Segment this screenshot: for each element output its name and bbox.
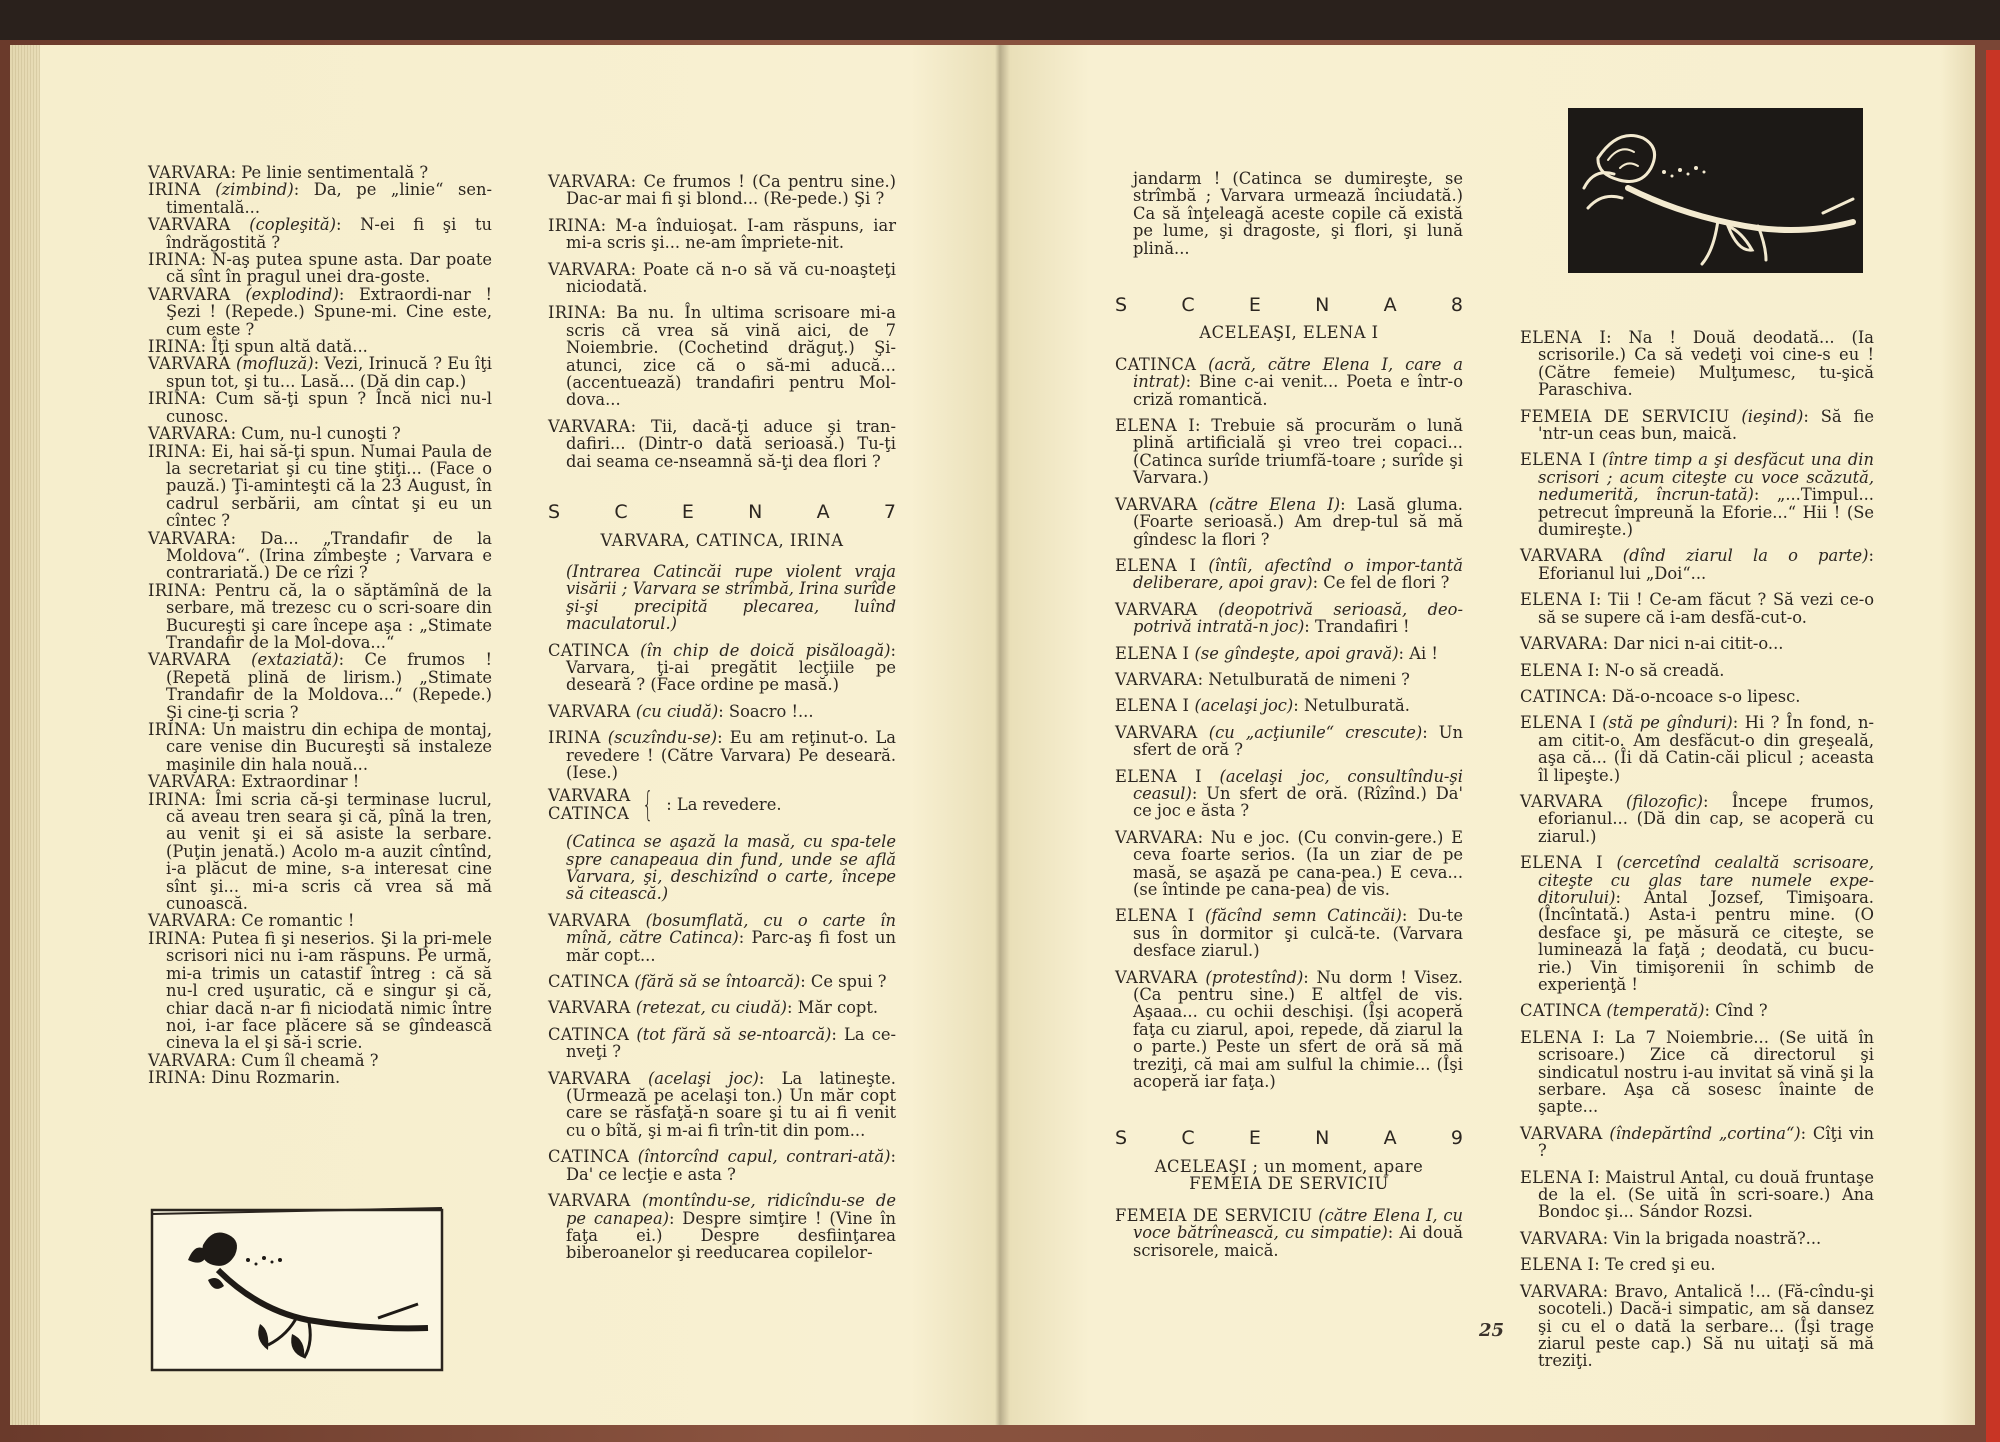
dialogue-line — [548, 1192, 896, 1262]
dialogue-text: : Trandafiri ! — [1304, 617, 1410, 637]
scene-title-letter: N — [748, 501, 763, 524]
dialogue-text: : Du-te sus în dormitor şi culcă-te. (Varvara desface ziarul.) — [1133, 906, 1463, 961]
speaker-name: ELENA I — [1520, 660, 1595, 680]
dialogue-line — [1520, 1125, 1874, 1160]
dialogue-line — [148, 721, 492, 773]
dialogue-line — [1115, 671, 1463, 688]
scene-7-cast: VARVARA, CATINCA, IRINA — [600, 530, 844, 550]
stage-direction: (cu ciudă) — [635, 701, 719, 721]
speaker-name: IRINA — [148, 720, 201, 739]
dialogue-text: : Eu am reţinut-o. La revedere ! (Către Varvara) Pe deseară. (Iese.) — [566, 728, 896, 782]
dialogue-text: : Te cred şi eu. — [1594, 1255, 1716, 1275]
dialogue-text: : Îţi spun altă dată... — [200, 337, 368, 357]
dialogue-line — [1520, 1283, 1874, 1370]
speaker-name: ELENA I — [1520, 853, 1603, 873]
stage-direction: (temperată) — [1606, 1001, 1705, 1021]
dialogue-text: : Îmi scria că-şi terminase lucrul, că aveau tren seara şi că, pînă la tren, au venit şi ei să asiste la serbare. (Puţin jenată.) Acolo m-a auzit cîntînd, i-a plăcut de mine, s-a interesat cine sînt şi... mi-a scris că vrea să mă cunoască. — [166, 789, 492, 914]
dialogue-text: : Soacro !... — [718, 701, 814, 721]
scene-9-block — [1115, 1127, 1463, 1194]
dialogue-text: : Ai două scrisorele, maică. — [1133, 1223, 1463, 1260]
speaker-name: ELENA I — [1115, 555, 1197, 575]
dialogue-line — [548, 261, 896, 296]
stage-direction: (explodind) — [245, 284, 339, 304]
dialogue-line — [548, 912, 896, 964]
speaker-name: IRINA — [548, 215, 601, 235]
dialogue-line — [148, 1052, 492, 1069]
dialogue-line — [548, 1148, 896, 1183]
dialogue-text: : Netulburată. — [1293, 696, 1410, 716]
brace-speakers — [548, 787, 631, 822]
speaker-name: ELENA I — [1520, 1255, 1595, 1275]
speaker-name: VARVARA — [148, 215, 231, 235]
dialogue-text: : Varvara, ţi-ai pregătit lecţiile pe deseară ? (Face ordine pe masă.) — [566, 640, 896, 695]
speaker-name: VARVARA — [148, 911, 231, 931]
dialogue-text: : Măr copt. — [787, 998, 879, 1018]
brace-symbol: { — [642, 784, 653, 825]
dialogue-text: : Cînd ? — [1704, 1001, 1768, 1021]
dialogue-text: : Trebuie să procurăm o lună plină artificială şi vreo trei copaci... (Catinca surîde triumfă-toare ; surîde şi Varvara.) — [1133, 416, 1463, 488]
dialogue-line — [1520, 1002, 1874, 1019]
dialogue-text: : Nu dorm ! Visez. (Ca pentru sine.) E altfel de vis. Aşaaa... cu ochii deschişi. (Îşi acoperă faţa cu ziarul, apoi, repede, dă ziarul la o parte.) Peste un sfert de oră să mă treziţi, că mai am sulful la chimie... (Îşi acoperă iar faţa.) — [1133, 967, 1463, 1092]
speaker-name: IRINA — [148, 1068, 201, 1088]
stage-direction: (către Elena I, cu voce bătrînească, cu simpatie) — [1133, 1205, 1463, 1243]
dialogue-line — [548, 642, 896, 694]
dialogue-text: : Despre simţire ! (Vine în faţa ei.) Despre desfiinţarea biberoanelor şi reeducarea copilelor- — [566, 1208, 896, 1263]
stage-direction: (acelaşi joc) — [1194, 696, 1294, 716]
speaker-name: VARVARA — [548, 172, 631, 191]
dialogue-line — [1115, 1207, 1463, 1259]
speaker-name: VARVARA — [1520, 1281, 1603, 1301]
speaker-name: FEMEIA DE SERVICIU — [1115, 1205, 1313, 1225]
speaker-name: IRINA — [148, 789, 201, 809]
stage-direction-block: (Intrarea Catincăi rupe violent vraja visării ; Varvara se strîmbă, Irina surîde şi-şi precipită plecarea, luînd maculatorul.) — [566, 561, 896, 634]
dialogue-line — [1520, 1230, 1874, 1247]
dialogue-line — [148, 1069, 492, 1086]
dialogue-text: : La revedere. — [666, 795, 782, 815]
dialogue-text: : Pe linie sentimentală ? — [230, 163, 429, 182]
stage-direction: (protestînd) — [1205, 967, 1304, 987]
stage-direction-block: (Catinca se aşază la masă, cu spa-tele spre canapeaua din fund, unde se află Varvara, şi, deschizînd o carte, începe să citească.) — [566, 832, 896, 904]
dialogue-text: : Cum să-ţi spun ? Încă nici nu-l cunosc. — [166, 389, 492, 426]
dialogue-text: : M-a înduioşat. I-am răspuns, iar mi-a scris şi... ne-am împriete-nit. — [566, 215, 896, 253]
dialogue-line — [148, 216, 492, 251]
dialogue-line — [148, 651, 492, 721]
dialogue-text: : „...Timpul... petrecut împreună la Eforie...“ Hii ! (Se dumireşte.) — [1538, 485, 1874, 540]
stage-direction: (cercetînd cealaltă scrisoare, citeşte cu glas tare numele expe-ditorului) — [1538, 853, 1874, 907]
speaker-name: VARVARA — [1520, 1123, 1603, 1143]
dialogue-text: : Dă-o-ncoace s-o lipesc. — [1601, 686, 1801, 706]
dialogue-text: : Putea fi şi neserios. Şi la pri-mele scrisori nici nu i-am răspuns. Pe urmă, mi-a trimis un catastif întreg : că să nu-l cred uşuratic, că e singur şi că, chiar dacă n-ar fi niciodată nimic între noi, i-ar face plăcere să se gîndească cineva la el şi să-i scrie. — [166, 928, 492, 1053]
dialogue-line — [148, 530, 492, 582]
stage-direction: (în chip de doică pisăloagă) — [640, 640, 891, 660]
dialogue-line — [1115, 829, 1463, 899]
speaker-name: ELENA I — [1520, 1027, 1600, 1047]
dialogue-line — [548, 1070, 896, 1140]
stage-direction: (întîi, afectînd o impor-tantă deliberare, apoi grav) — [1133, 555, 1463, 593]
stage-direction: (mofluză) — [236, 354, 314, 374]
dialogue-line — [1520, 1256, 1874, 1273]
scene-title-letter: N — [1315, 1127, 1330, 1150]
scene-title-letter: S — [1115, 294, 1128, 317]
speaker-name: VARVARA — [1520, 634, 1603, 654]
dialogue-text: : Parc-aş fi fost un măr copt... — [566, 928, 897, 965]
dialogue-text: : Da, pe „linie“ sen-timentală... — [166, 180, 492, 217]
stage-direction: (dînd ziarul la o parte) — [1622, 546, 1869, 566]
scene-title-letter: A — [816, 501, 830, 524]
dialogue-line — [148, 582, 492, 652]
stage-direction: (retezat, cu ciudă) — [635, 998, 788, 1018]
dialogue-text: : Tii, dacă-ţi aduce şi tran-dafiri... (Dintr-o dată serioasă.) Tu-ţi dai seama ce-nseamnă să-ţi dea flori ? — [566, 416, 896, 471]
speaker-name: IRINA — [148, 928, 201, 948]
dialogue-line — [148, 338, 492, 355]
scene-title-letter: C — [1181, 1127, 1195, 1150]
dialogue-line — [548, 173, 896, 208]
scene-8-cast: ACELEAŞI, ELENA I — [1199, 323, 1379, 343]
stage-direction: (acră, către Elena I, care a intrat) — [1133, 354, 1463, 392]
scene-9-cast-2: FEMEIA DE SERVICIU — [1189, 1174, 1389, 1194]
speaker-name: IRINA — [148, 389, 201, 409]
dialogue-line — [148, 443, 492, 530]
speaker-name: VARVARA — [1115, 827, 1198, 847]
dialogue-text: : Ce frumos ! (Repetă plină de lirism.) „Stimate Trandafir de la Moldova...“ (Repede.) Şi cine-ţi scria ? — [166, 650, 492, 722]
dialogue-line — [1520, 1029, 1874, 1116]
dialogue-line — [548, 999, 896, 1016]
dialogue-line — [148, 773, 492, 790]
dialogue-text: : Cum, nu-l cunoşti ? — [230, 424, 401, 444]
speaker-name: ELENA I — [1520, 590, 1596, 610]
speaker-name: ELENA I — [1520, 450, 1596, 470]
rose-woodcut-right — [1568, 108, 1863, 273]
speaker-name: VARVARA — [1115, 967, 1198, 987]
stage-direction: (către Elena I) — [1208, 494, 1341, 514]
speaker-name: ELENA I — [1115, 766, 1202, 786]
dialogue-text: : Dinu Rozmarin. — [200, 1068, 341, 1088]
dialogue-text: : Maistrul Antal, cu două fruntaşe de la el. (Se uită în scri-soare.) Ana Bondoc şi... Sándor Rozsi. — [1538, 1167, 1874, 1222]
dialogue-line — [548, 418, 896, 470]
dialogue-text: : Un sfert de oră. (Rîzînd.) Da' ce joc e ăsta ? — [1133, 783, 1463, 821]
scene-9-cast: ACELEAŞI ; un moment, apare — [1154, 1156, 1424, 1176]
speaker-name: VARVARA — [1520, 546, 1603, 566]
dialogue-line — [1520, 635, 1874, 652]
scene-title-letter: A — [1383, 1127, 1397, 1150]
dialogue-text: : N-aş putea spune asta. Dar poate că sînt în pragul unei dra-goste. — [166, 250, 492, 287]
stage-direction: (întorcînd capul, contrari-ată) — [637, 1147, 891, 1167]
scene-title-letter: S — [548, 501, 561, 524]
speaker-name: VARVARA — [548, 1191, 631, 1211]
speaker-name: IRINA — [148, 180, 201, 200]
dialogue-line — [148, 164, 492, 181]
speaker-name: IRINA — [548, 303, 601, 323]
dialogue-line — [548, 217, 896, 252]
speaker-name: ELENA I — [1520, 328, 1607, 347]
speaker-name: VARVARA — [548, 910, 631, 930]
bookmark-strip — [1986, 50, 2000, 1442]
dialogue-line — [148, 791, 492, 913]
speaker-name: VARVARA — [548, 998, 631, 1018]
dialogue-line — [1520, 547, 1874, 582]
speaker-name: ELENA I — [1520, 713, 1596, 733]
speaker-name: VARVARA — [548, 416, 631, 436]
dialogue-line — [148, 425, 492, 442]
scene-7-title — [548, 501, 896, 524]
stage-direction: (extaziată) — [251, 650, 339, 670]
dialogue-text: : Nu e joc. (Cu convin-gere.) E ceva foarte serios. (Ia un ziar de pe masă, se aşază pe cana-pea.) E ceva... (se întinde pe cana-pea) de vis. — [1133, 827, 1463, 899]
dialogue-line — [1115, 356, 1463, 408]
speaker-name: FEMEIA DE SERVICIU — [1520, 406, 1730, 426]
stage-direction: (copleşită) — [249, 215, 336, 235]
continued-text: jandarm ! (Catinca se dumireşte, se strîmbă ; Varvara urmează înciudată.) Ca să înţeleagă aceste copile că există pe lume, şi dragoste, şi flori, şi lună plină... — [1133, 169, 1463, 258]
dialogue-line — [148, 251, 492, 286]
dialogue-text: : Pentru că, la o săptămînă de la serbare, mă trezesc cu o scri-soare din Bucureşti şi care începe aşa : „Stimate Trandafir de la Mol-dova...“ — [166, 580, 492, 652]
stage-direction: (acelaşi joc, consultîndu-şi ceasul) — [1133, 766, 1463, 803]
stage-direction: (ieşind) — [1741, 406, 1804, 426]
speaker-name: ELENA I — [1115, 906, 1195, 926]
dialogue-text: : Na ! Două deodată... (Ia scrisorile.) Ca să vedeţi voi cine-s eu ! (Către femeie) Mulţumesc, tu-şică Paraschiva. — [1538, 328, 1874, 400]
speaker-name: VARVARA — [1115, 494, 1198, 514]
dialogue-line — [548, 304, 896, 408]
left-column-1 — [148, 164, 492, 1087]
dialogue-line — [548, 729, 896, 781]
dialogue-text: : Începe frumos, eforianul... (Dă din cap, se acoperă cu ziarul.) — [1538, 791, 1874, 846]
dialogue-line — [1520, 329, 1874, 399]
page-edges — [10, 45, 40, 1425]
scene-title-letter: E — [1248, 294, 1261, 317]
dialogue-text: : Poate că n-o să vă cu-noaşteţi niciodată. — [566, 259, 896, 297]
speaker-name: CATINCA — [1115, 354, 1197, 374]
dialogue-text: : Un maistru din echipa de montaj, care venise din Bucureşti să instaleze maşinile din hala nouă... — [166, 720, 492, 774]
dialogue-line — [1115, 697, 1463, 714]
dialogue-text: : Ei, hai să-ţi spun. Numai Paula de la secretariat şi cu tine ştiţi... (Face o pauză.) Ţi-aminteşti că la 23 August, în cadrul serbării, am cîntat şi eu un cîntec ? — [166, 441, 492, 531]
dialogue-line — [1520, 408, 1874, 443]
dialogue-text: : Ce fel de flori ? — [1312, 573, 1450, 593]
dialogue-text: : N-ei fi şi tu îndrăgostită ? — [166, 215, 492, 252]
dialogue-line — [148, 930, 492, 1052]
stage-direction: (deopotrivă serioasă, deo-potrivă intrată-n joc) — [1133, 599, 1463, 637]
speaker-name: VARVARA — [148, 284, 231, 304]
speaker-name: VARVARA — [148, 1050, 231, 1070]
dialogue-line — [148, 355, 492, 390]
stage-direction: (scuzîndu-se) — [607, 728, 718, 748]
speaker-name: IRINA — [548, 728, 601, 748]
scene-title-letter: A — [1383, 294, 1397, 317]
scene-title-letter: S — [1115, 1127, 1128, 1150]
dialogue-line — [1115, 645, 1463, 662]
stage-direction: (filozofic) — [1626, 791, 1703, 811]
speaker-name: VARVARA — [1520, 791, 1603, 811]
speaker-name: VARVARA — [1115, 599, 1198, 619]
dialogue-line — [1115, 907, 1463, 959]
dialogue-line — [1520, 1169, 1874, 1221]
speaker-name: VARVARA — [148, 772, 231, 792]
speaker-name: VARVARA — [148, 163, 231, 182]
dialogue-line — [1520, 854, 1874, 993]
speaker-name: CATINCA — [548, 1024, 630, 1044]
dialogue-text: : Ba nu. În ultima scrisoare mi-a scris că vrea să vină aici, de 7 Noiembrie. (Cochetind drăguţ.) Şi-atunci, zice că o să-mi aducă... (accentuează) trandafiri pentru Mol-dova... — [566, 303, 896, 410]
stage-direction: (îndepărtînd „cortina“) — [1609, 1123, 1801, 1143]
right-column-1 — [1115, 170, 1463, 1259]
dialogue-text: : Să fie 'ntr-un ceas bun, maică. — [1538, 406, 1874, 444]
dialogue-text: : Ce frumos ! (Ca pentru sine.) Dac-ar mai fi şi blond... (Re-pede.) Şi ? — [566, 172, 896, 209]
speaker-name: VARVARA — [148, 650, 231, 670]
dialogue-text: : Da... „Trandafir de la Moldova“. (Irina zîmbeşte ; Varvara e contrariată.) De ce rîzi ? — [166, 528, 492, 583]
dialogue-text: : N-o să creadă. — [1594, 660, 1725, 680]
stage-direction: (între timp a şi desfăcut una din scrisori ; acum citeşte cu voce scăzută, nedumerită, încrun-tată) — [1538, 450, 1874, 505]
speaker-name: IRINA — [148, 580, 201, 600]
dialogue-line — [148, 912, 492, 929]
scene-title-letter: 8 — [1450, 294, 1463, 317]
scene-title-letter: E — [1248, 1127, 1261, 1150]
brace-group — [548, 784, 896, 825]
stage-direction: (stă pe gînduri) — [1602, 713, 1733, 733]
dialogue-line — [1520, 591, 1874, 626]
dialogue-text: : Extraordinar ! — [230, 772, 360, 792]
scene-title-letter: N — [1315, 294, 1330, 317]
scene-title-letter: E — [681, 501, 694, 524]
page-number: 25 — [1479, 1320, 1505, 1341]
scene-title-letter: C — [614, 501, 628, 524]
speaker-name: VARVARA — [148, 528, 231, 548]
dialogue-line — [1520, 714, 1874, 784]
dialogue-line — [1115, 601, 1463, 636]
speaker-name: VARVARA — [1520, 1228, 1603, 1248]
stage-direction: (se gîndeşte, apoi gravă) — [1194, 643, 1399, 663]
scene-9-title — [1115, 1127, 1463, 1150]
dialogue-line — [1115, 969, 1463, 1091]
dialogue-text: : Vin la brigada noastră?... — [1602, 1228, 1822, 1248]
dialogue-line — [1115, 496, 1463, 548]
dialogue-text: : Vezi, Irinucă ? Eu îţi spun tot, şi tu... Lasă... (Dă din cap.) — [166, 354, 492, 391]
dialogue-line — [148, 286, 492, 338]
dialogue-line — [148, 390, 492, 425]
dialogue-line — [1520, 662, 1874, 679]
dialogue-text: : Ai ! — [1398, 643, 1438, 663]
dialogue-text: : Bravo, Antalică !... (Fă-cîndu-şi socoteli.) Dacă-i simpatic, am să dansez şi cu el o dată la serbare... (Îşi trage ziarul peste cap.) Să nu uitaţi să mă treziţi. — [1538, 1281, 1874, 1371]
dialogue-text: : La ce-nveţi ? — [566, 1024, 896, 1062]
right-column-2 — [1520, 320, 1874, 1370]
speaker-name: CATINCA — [1520, 686, 1602, 706]
dialogue-text: : La latineşte. (Urmează pe acelaşi ton.) Un măr copt care se răsfaţă-n soare şi tu ai fi venit cu o bîtă, şi m-ai fi trîn-tit din pom... — [566, 1068, 896, 1140]
dialogue-line — [548, 1026, 896, 1061]
stage-direction: (montîndu-se, ridicîndu-se de pe canapea) — [566, 1191, 896, 1228]
rose-drawing-left — [148, 1200, 448, 1375]
dialogue-text: : Lasă gluma. (Foarte serioasă.) Am drep-tul să mă gîndesc la flori ? — [1133, 494, 1463, 549]
dialogue-line — [548, 973, 896, 990]
speaker-name: CATINCA — [548, 1147, 630, 1167]
speaker-name: CATINCA — [548, 803, 630, 823]
speaker-name: CATINCA — [548, 640, 630, 660]
speaker-name: VARVARA — [1115, 722, 1198, 742]
dialogue-text: : Ce romantic ! — [230, 911, 355, 931]
speaker-name: VARVARA — [548, 259, 631, 279]
speaker-name: IRINA — [148, 337, 201, 357]
dialogue-line — [1115, 417, 1463, 487]
dialogue-text: : Hi ? În fond, n-am citit-o. Am desfăcut-o din greşeală, aşa că... (Îi dă Catin-căi plicul ; aceasta îl lipeşte.) — [1538, 713, 1875, 785]
speaker-name: ELENA I — [1520, 1167, 1595, 1187]
dialogue-line — [1115, 768, 1463, 820]
stage-direction: (tot fără să se-ntoarcă) — [636, 1024, 832, 1044]
dialogue-text: : Cum îl cheamă ? — [230, 1050, 379, 1070]
left-column-2 — [548, 164, 896, 1262]
speaker-name: CATINCA — [1520, 1001, 1602, 1021]
dialogue-text: : Ce spui ? — [800, 972, 887, 992]
speaker-name: IRINA — [148, 441, 201, 461]
dialogue-line — [1520, 451, 1874, 538]
dialogue-text: : Eforianul lui „Doi“... — [1538, 546, 1874, 583]
speaker-name: ELENA I — [1115, 643, 1190, 663]
speaker-name: CATINCA — [548, 972, 630, 992]
speaker-name: VARVARA — [148, 424, 231, 444]
dialogue-text: : Tii ! Ce-am făcut ? Să vezi ce-o să se supere că i-am desfă-cut-o. — [1538, 590, 1875, 627]
speaker-name: VARVARA — [548, 786, 631, 806]
dialogue-text: : Da' ce lecţie e asta ? — [566, 1147, 896, 1184]
speaker-name: ELENA I — [1115, 416, 1195, 436]
dialogue-text: : Antal Jozsef, Timişoara. (Încîntată.) Asta-i pentru mine. (O desface şi, pe măsură ce citeşte, se luminează la faţă ; deodată, cu bucu-rie.) Vin timişorenii în schimb de experienţă ! — [1538, 887, 1874, 994]
dialogue-line — [1115, 724, 1463, 759]
speaker-name: VARVARA — [148, 354, 231, 374]
scene-8-title — [1115, 294, 1463, 317]
stage-direction: (zimbind) — [215, 180, 294, 200]
speaker-name: VARVARA — [1115, 669, 1198, 689]
dialogue-line — [1115, 557, 1463, 592]
dialogue-text: : La 7 Noiembrie... (Se uită în scrisoare.) Zice că directorul şi sindicatul nostru i-au invitat să vină şi la serbare. Aşa că sosesc înainte de şapte... — [1538, 1027, 1875, 1117]
scene-8-block — [1115, 294, 1463, 343]
dialogue-text: : Netulburată de nimeni ? — [1197, 669, 1410, 689]
speaker-name: ELENA I — [1115, 696, 1190, 716]
speaker-name: IRINA — [148, 250, 201, 270]
scene-title-letter: 7 — [883, 501, 896, 524]
dialogue-text: : Extraordi-nar ! Şezi ! (Repede.) Spune-mi. Cine este, cum este ? — [166, 284, 492, 339]
dialogue-text: : Dar nici n-ai citit-o... — [1602, 634, 1784, 654]
speaker-name: VARVARA — [548, 1068, 631, 1088]
stage-direction: (cu „acţiunile“ crescute) — [1208, 722, 1423, 742]
dialogue-text: : Un sfert de oră ? — [1133, 722, 1463, 760]
speaker-name: VARVARA — [548, 701, 631, 721]
dialogue-line — [1520, 688, 1874, 705]
dialogue-line — [148, 181, 492, 216]
dialogue-text: : Cîţi vin ? — [1538, 1123, 1874, 1161]
dialogue-line — [548, 703, 896, 720]
stage-direction: (acelaşi joc) — [647, 1068, 759, 1088]
dialogue-line — [1520, 793, 1874, 845]
dialogue-text: : Bine c-ai venit... Poeta e într-o criză romantică. — [1133, 372, 1463, 409]
scene-title-letter: C — [1181, 294, 1195, 317]
scene-title-letter: 9 — [1450, 1127, 1463, 1150]
stage-direction: (fără să se întoarcă) — [634, 972, 801, 992]
stage-direction: (bosumflată, cu o carte în mînă, către Catinca) — [566, 910, 896, 948]
stage-direction: (făcînd semn Catincăi) — [1204, 906, 1402, 926]
